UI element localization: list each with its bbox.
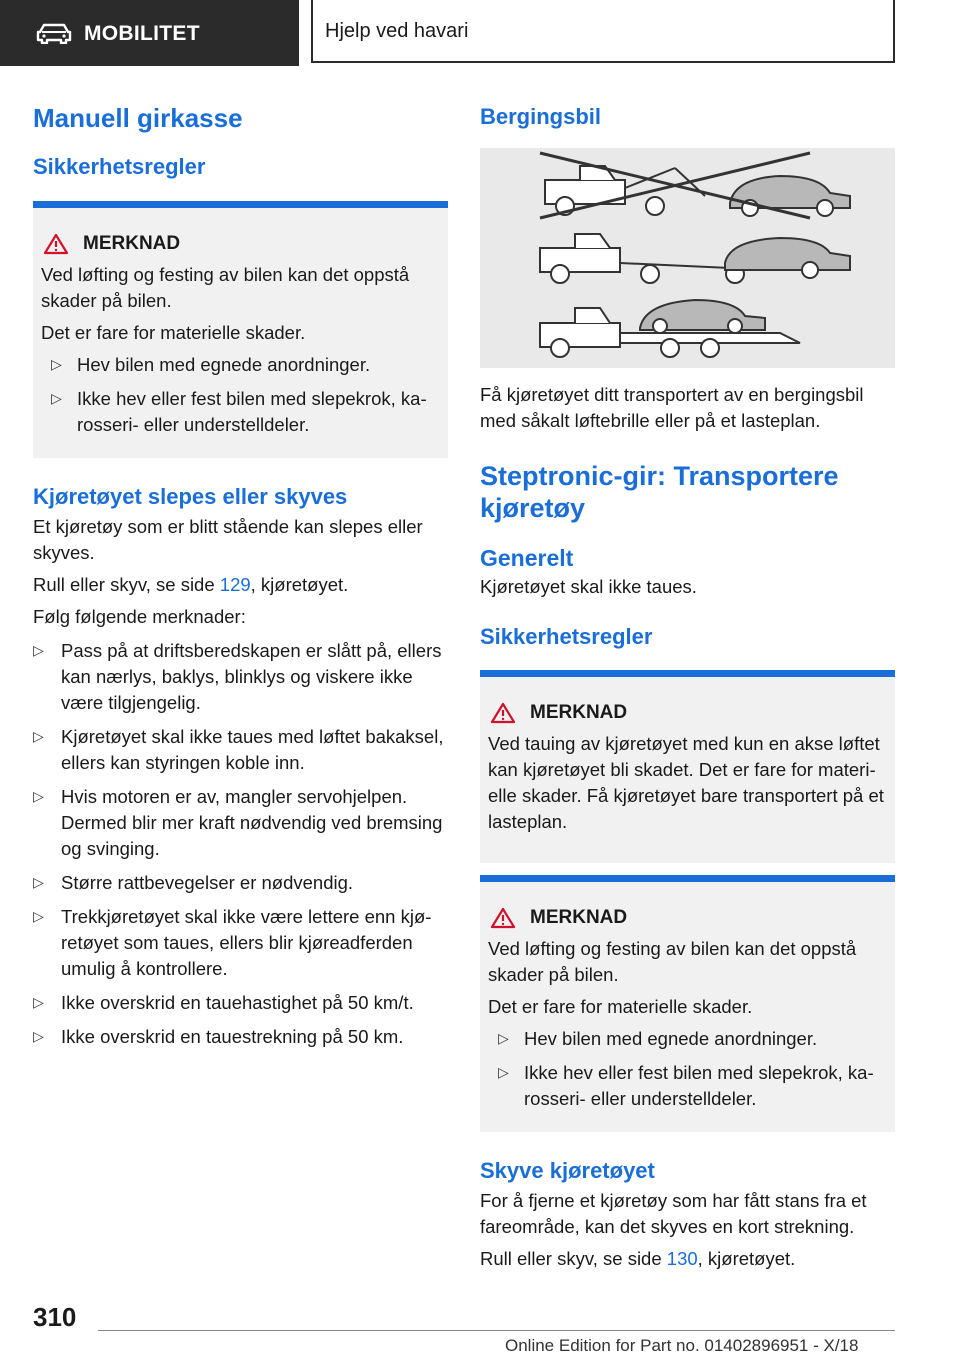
left-column xyxy=(33,90,448,1058)
warning-icon xyxy=(43,233,69,255)
page-number: 310 xyxy=(33,1302,77,1332)
page-header xyxy=(0,0,960,66)
notice-label: MERKNAD xyxy=(530,702,628,723)
steptronic-heading: Steptronic-gir: Transportere kjøretøy xyxy=(480,461,839,523)
paragraph: For å fjerne et kjøretøy som har fått stans fra et fareområde, kan det skyves en kort strekning. xyxy=(480,1190,867,1237)
notice-title xyxy=(488,701,887,725)
list-item: ▷ Ikke overskrid en tauestrekning på 50 km. xyxy=(33,1024,448,1050)
list-item: ▷ Trekkjøretøyet skal ikke være lettere enn kjøretøyet som taues, ellers blir kjøreadferden umulig å kontrollere. xyxy=(33,904,448,982)
paragraph: Kjøretøyet skal ikke taues. xyxy=(480,576,697,597)
notice-label: MERKNAD xyxy=(83,233,181,254)
tow-heading: Kjøretøyet slepes eller skyves xyxy=(33,484,348,509)
notice-text: Det er fare for materielle skader. xyxy=(488,996,753,1017)
notice-box xyxy=(480,670,895,863)
list-item: ▷ Hev bilen med egnede anordninger. xyxy=(41,352,440,378)
push-heading: Skyve kjøretøyet xyxy=(480,1158,655,1183)
general-heading: Generelt xyxy=(480,545,574,571)
list-item: ▷ Kjøretøyet skal ikke taues med løftet bakaksel, ellers kan styringen koble inn. xyxy=(33,724,448,776)
tow-methods-image xyxy=(480,148,895,368)
paragraph: Rull eller skyv, se side 130, kjøretøyet. xyxy=(480,1248,796,1269)
list-item: ▷ Ikke hev eller fest bilen med slepekrok, karosseri- eller understelldeler. xyxy=(41,386,440,438)
notice-box xyxy=(480,875,895,1132)
page-link[interactable]: 129 xyxy=(219,574,251,595)
list-item: ▷ Hev bilen med egnede anordninger. xyxy=(488,1026,887,1052)
list-item: ▷ Ikke overskrid en tauehastighet på 50 km/t. xyxy=(33,990,448,1016)
chapter-tab[interactable] xyxy=(311,0,895,63)
list-item: ▷ Ikke hev eller fest bilen med slepekrok, karosseri- eller understelldeler. xyxy=(488,1060,887,1112)
notice-list xyxy=(488,1026,887,1112)
paragraph: Følg følgende merknader: xyxy=(33,606,246,627)
notice-title xyxy=(41,232,440,256)
paragraph: Rull eller skyv, se side 129, kjøretøyet. xyxy=(33,574,349,595)
list-item: ▷ Pass på at driftsberedskapen er slått på, ellers kan nærlys, baklys, blinklys og viskere ikke være tilgjengelig. xyxy=(33,638,448,716)
notice-label: MERKNAD xyxy=(530,907,628,928)
list-item: ▷ Større rattbevegelser er nødvendig. xyxy=(33,870,448,896)
paragraph: Et kjøretøy som er blitt stående kan slepes eller skyves. xyxy=(33,516,423,563)
warning-icon xyxy=(490,907,516,929)
section-tab[interactable] xyxy=(0,0,299,66)
safety-heading: Sikkerhetsregler xyxy=(33,154,206,179)
tow-truck-illustration xyxy=(480,148,895,368)
right-column xyxy=(480,90,895,1272)
notice-box xyxy=(33,201,448,458)
tow-truck-heading: Bergingsbil xyxy=(480,104,602,129)
notice-title xyxy=(488,906,887,930)
notice-text: Ved tauing av kjøretøyet med kun en akse løftet kan kjøretøyet bli skadet. Det er fare for materielle skader. Få kjøretøyet bare transportert på et lasteplan. xyxy=(488,733,884,832)
tow-notes-list xyxy=(33,638,448,1050)
car-icon xyxy=(36,22,72,44)
notice-text: Ved løfting og festing av bilen kan det oppstå skader på bilen. xyxy=(488,938,857,985)
edition-note: Online Edition for Part no. 01402896951 - X/18 xyxy=(505,1336,859,1355)
chapter-label: Hjelp ved havari xyxy=(325,20,469,42)
warning-icon xyxy=(490,702,516,724)
page-title: Manuell girkasse xyxy=(33,103,243,133)
footer-divider xyxy=(98,1330,895,1331)
page-link[interactable]: 130 xyxy=(666,1248,698,1269)
notice-text: Ved løfting og festing av bilen kan det oppstå skader på bilen. xyxy=(41,264,410,311)
notice-list xyxy=(41,352,440,438)
notice-text: Det er fare for materielle skader. xyxy=(41,322,306,343)
list-item: ▷ Hvis motoren er av, mangler servohjelpen. Dermed blir mer kraft nødvendig ved bremsing og svinging. xyxy=(33,784,448,862)
safety-heading: Sikkerhetsregler xyxy=(480,624,653,649)
illustration-caption: Få kjøretøyet ditt transportert av en bergingsbil med såkalt løftebrille eller på et lasteplan. xyxy=(480,384,864,431)
section-label: MOBILITET xyxy=(84,22,200,45)
